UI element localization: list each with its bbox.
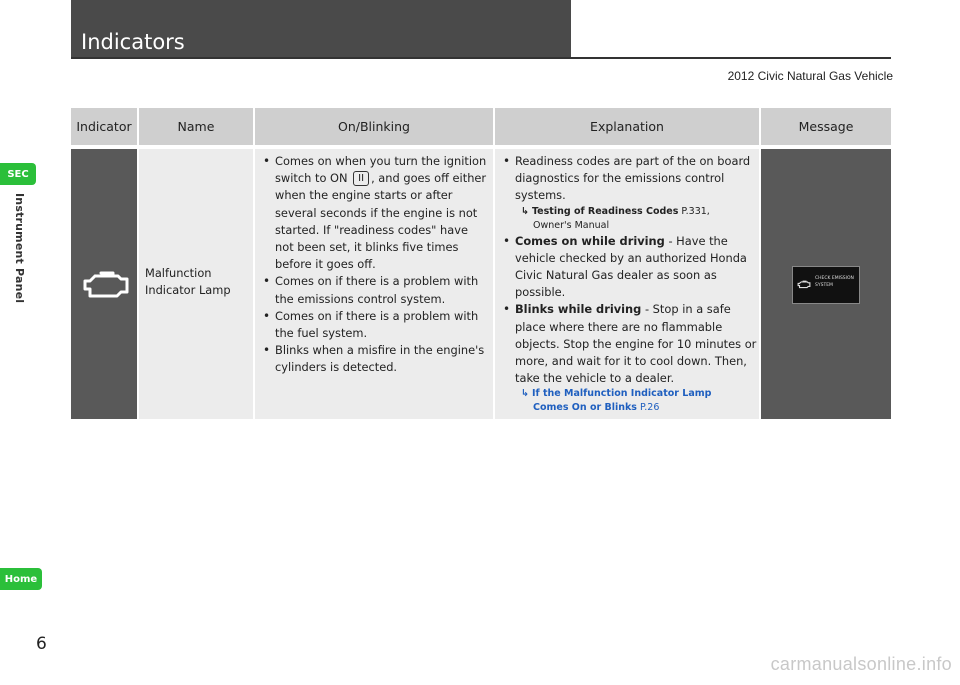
name-line-1: Malfunction xyxy=(145,266,212,280)
sec-tab[interactable]: SEC xyxy=(0,163,36,185)
header-divider xyxy=(71,57,891,59)
message-text: CHECK EMISSION SYSTEM xyxy=(815,276,854,288)
name-line-2: Indicator Lamp xyxy=(145,283,231,298)
xref-arrow-icon: ↳ xyxy=(521,388,529,400)
engine-icon xyxy=(81,267,131,303)
explanation-list xyxy=(501,153,757,415)
model-label: 2012 Civic Natural Gas Vehicle xyxy=(727,69,893,83)
header-bar xyxy=(71,0,571,57)
table-row xyxy=(71,149,891,419)
home-button[interactable]: Home xyxy=(0,568,42,590)
list-item: • Comes on when you turn the ignition switch to ON II , and goes off either when the engine starts or after several seconds if the engine is not started. If "readiness codes" have not been set, it blinks five times before it goes off. xyxy=(261,153,489,273)
list-item: • Comes on if there is a problem with the fuel system. xyxy=(261,308,489,342)
message-display-thumbnail xyxy=(792,266,860,304)
column-header-explanation: Explanation xyxy=(495,108,761,145)
indicator-cell xyxy=(71,149,139,419)
ignition-on-key-icon: II xyxy=(353,171,369,186)
on-blinking-list xyxy=(261,153,489,377)
section-label-text: Instrument Panel xyxy=(13,193,26,304)
list-item: • Comes on if there is a problem with the emissions control system. xyxy=(261,273,489,307)
watermark: carmanualsonline.info xyxy=(770,654,952,674)
engine-icon xyxy=(797,279,811,290)
indicator-name xyxy=(145,265,249,299)
page-title: Indicators xyxy=(81,30,185,54)
readiness-codes-link[interactable]: ↳ Testing of Readiness Codes P.331, Owner's Manual xyxy=(521,205,710,231)
column-header-name: Name xyxy=(139,108,255,145)
list-item: • Readiness codes are part of the on board diagnostics for the emissions control systems. ↳ Testing of Readiness Codes P.331, Owner's Manual xyxy=(501,153,757,233)
malfunction-lamp-link[interactable]: ↳ If the Malfunction Indicator Lamp Comes On or Blinks P.26 xyxy=(521,388,712,414)
column-header-indicator: Indicator xyxy=(71,108,139,145)
column-header-on-blinking: On/Blinking xyxy=(255,108,495,145)
explanation-cell xyxy=(495,149,761,419)
table-header-row xyxy=(71,108,891,145)
list-item: • Comes on while driving - Have the vehicle checked by an authorized Honda Civic Natural Gas dealer as soon as possible. xyxy=(501,233,757,302)
name-cell xyxy=(139,149,255,419)
on-blinking-cell xyxy=(255,149,495,419)
column-header-message: Message xyxy=(798,119,854,134)
xref-arrow-icon: ↳ xyxy=(521,205,529,217)
section-label xyxy=(12,193,26,304)
list-item: • Blinks when a misfire in the engine's cylinders is detected. xyxy=(261,342,489,376)
page-number: 6 xyxy=(36,634,47,654)
indicator-table xyxy=(71,108,891,419)
list-item: • Blinks while driving - Stop in a safe place where there are no flammable objects. Stop the engine for 10 minutes or more, and wait for it to cool down. Then, take the vehicle to a dealer. ↳ If the Malfunction Indicator Lamp Comes On or Blinks P.26 xyxy=(501,301,757,415)
message-cell xyxy=(761,149,891,419)
